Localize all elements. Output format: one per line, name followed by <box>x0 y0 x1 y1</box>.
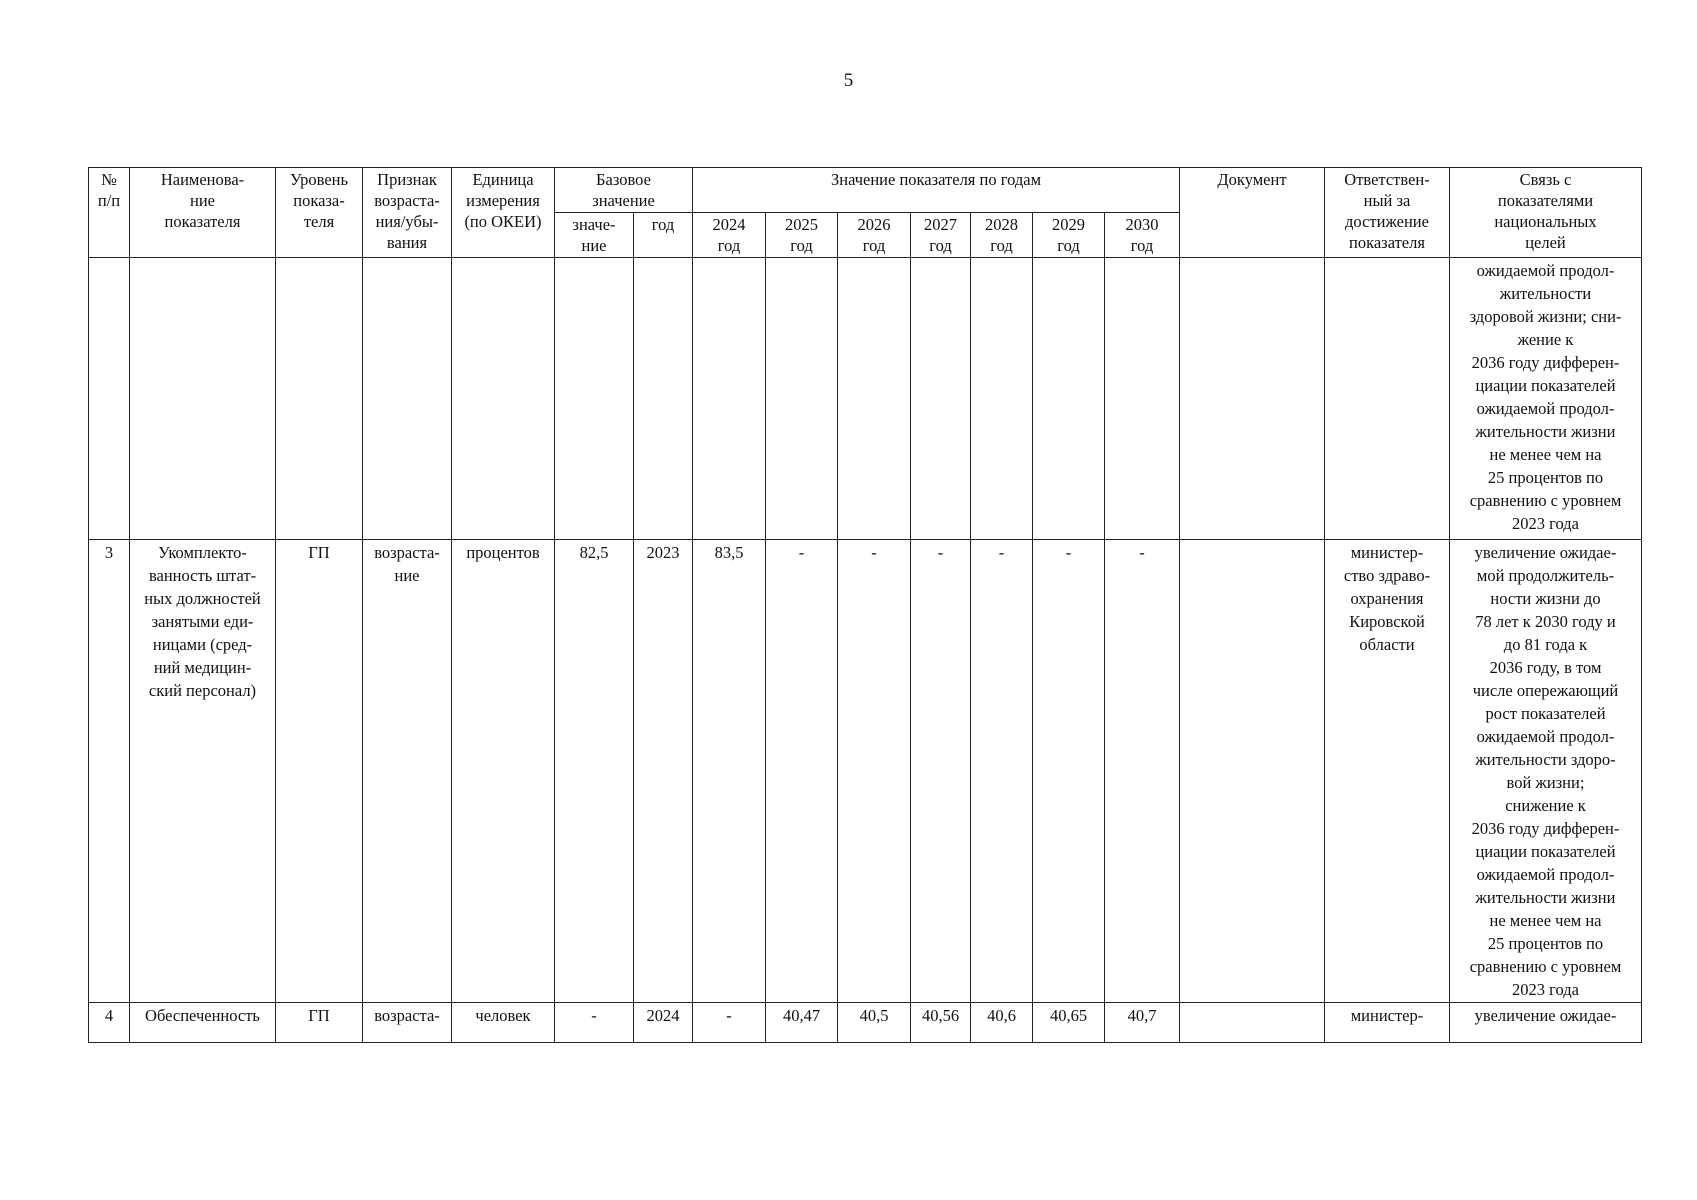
header-row-1 <box>89 168 1642 213</box>
cell-responsible <box>1325 258 1450 540</box>
header-num: № п/п <box>89 168 130 258</box>
cell-num: 4 <box>89 1003 130 1043</box>
cell-level <box>276 258 363 540</box>
header-unit: Единица измерения (по ОКЕИ) <box>452 168 555 258</box>
cell-level: ГП <box>276 1003 363 1043</box>
header-sign: Признак возраста- ния/убы- вания <box>363 168 452 258</box>
cell-num <box>89 258 130 540</box>
cell-document <box>1180 258 1325 540</box>
cell-name: Укомплекто- ванность штат- ных должностей занятыми еди- ницами (сред- ний медицин- ский персонал) <box>130 540 276 1003</box>
cell-year-2026 <box>838 258 911 540</box>
header-year-2026: 2026 год <box>838 213 911 258</box>
cell-year-2027 <box>911 258 971 540</box>
cell-year-2027: 40,56 <box>911 1003 971 1043</box>
cell-year-2025: 40,47 <box>766 1003 838 1043</box>
header-year-2030: 2030 год <box>1105 213 1180 258</box>
cell-sign: возраста- ние <box>363 540 452 1003</box>
cell-base-year <box>634 258 693 540</box>
cell-base-value <box>555 258 634 540</box>
cell-level: ГП <box>276 540 363 1003</box>
cell-year-2029: 40,65 <box>1033 1003 1105 1043</box>
cell-year-2024: 83,5 <box>693 540 766 1003</box>
cell-sign: возраста- <box>363 1003 452 1043</box>
cell-responsible: министер- <box>1325 1003 1450 1043</box>
header-year-2024: 2024 год <box>693 213 766 258</box>
cell-unit: человек <box>452 1003 555 1043</box>
header-responsible: Ответствен- ный за достижение показателя <box>1325 168 1450 258</box>
cell-unit: процентов <box>452 540 555 1003</box>
page-number: 5 <box>843 70 854 91</box>
header-document: Документ <box>1180 168 1325 258</box>
header-year-2027: 2027 год <box>911 213 971 258</box>
cell-base-value: - <box>555 1003 634 1043</box>
header-year-2025: 2025 год <box>766 213 838 258</box>
cell-year-2030 <box>1105 258 1180 540</box>
header-base-year: год <box>634 213 693 258</box>
table-row <box>89 258 1642 540</box>
header-level: Уровень показа- теля <box>276 168 363 258</box>
cell-responsible: министер- ство здраво- охранения Кировской области <box>1325 540 1450 1003</box>
cell-year-2029: - <box>1033 540 1105 1003</box>
cell-base-year: 2024 <box>634 1003 693 1043</box>
cell-year-2028: 40,6 <box>971 1003 1033 1043</box>
indicators-table <box>88 167 1642 1043</box>
cell-sign <box>363 258 452 540</box>
header-base-value: значе- ние <box>555 213 634 258</box>
cell-links: увеличение ожидае- мой продолжитель- ности жизни до 78 лет к 2030 году и до 81 года к 2036 году, в том числе опережающий рост показателей ожидаемой продол- жительности здоро- вой жизни; снижение к 2036 году дифферен- циации показателей ожидаемой продол- жительности жизни не менее чем на 25 процентов по сравнению с уровнем 2023 года <box>1450 540 1642 1003</box>
table-row <box>89 1003 1642 1043</box>
cell-year-2028: - <box>971 540 1033 1003</box>
cell-year-2025 <box>766 258 838 540</box>
cell-num: 3 <box>89 540 130 1003</box>
cell-links: ожидаемой продол- жительности здоровой жизни; сни- жение к 2036 году дифферен- циации показателей ожидаемой продол- жительности жизни не менее чем на 25 процентов по сравнению с уровнем 2023 года <box>1450 258 1642 540</box>
table-row <box>89 540 1642 1003</box>
header-year-2029: 2029 год <box>1033 213 1105 258</box>
cell-document <box>1180 1003 1325 1043</box>
cell-year-2026: - <box>838 540 911 1003</box>
header-year-2028: 2028 год <box>971 213 1033 258</box>
cell-year-2024 <box>693 258 766 540</box>
cell-document <box>1180 540 1325 1003</box>
cell-year-2027: - <box>911 540 971 1003</box>
cell-base-year: 2023 <box>634 540 693 1003</box>
cell-year-2026: 40,5 <box>838 1003 911 1043</box>
cell-links: увеличение ожидае- <box>1450 1003 1642 1043</box>
cell-year-2024: - <box>693 1003 766 1043</box>
header-links: Связь с показателями национальных целей <box>1450 168 1642 258</box>
header-base: Базовое значение <box>555 168 693 213</box>
cell-year-2030: 40,7 <box>1105 1003 1180 1043</box>
cell-year-2029 <box>1033 258 1105 540</box>
cell-year-2030: - <box>1105 540 1180 1003</box>
cell-unit <box>452 258 555 540</box>
header-values-by-year: Значение показателя по годам <box>693 168 1180 213</box>
header-name: Наименова- ние показателя <box>130 168 276 258</box>
cell-year-2028 <box>971 258 1033 540</box>
cell-year-2025: - <box>766 540 838 1003</box>
cell-name <box>130 258 276 540</box>
cell-base-value: 82,5 <box>555 540 634 1003</box>
cell-name: Обеспеченность <box>130 1003 276 1043</box>
